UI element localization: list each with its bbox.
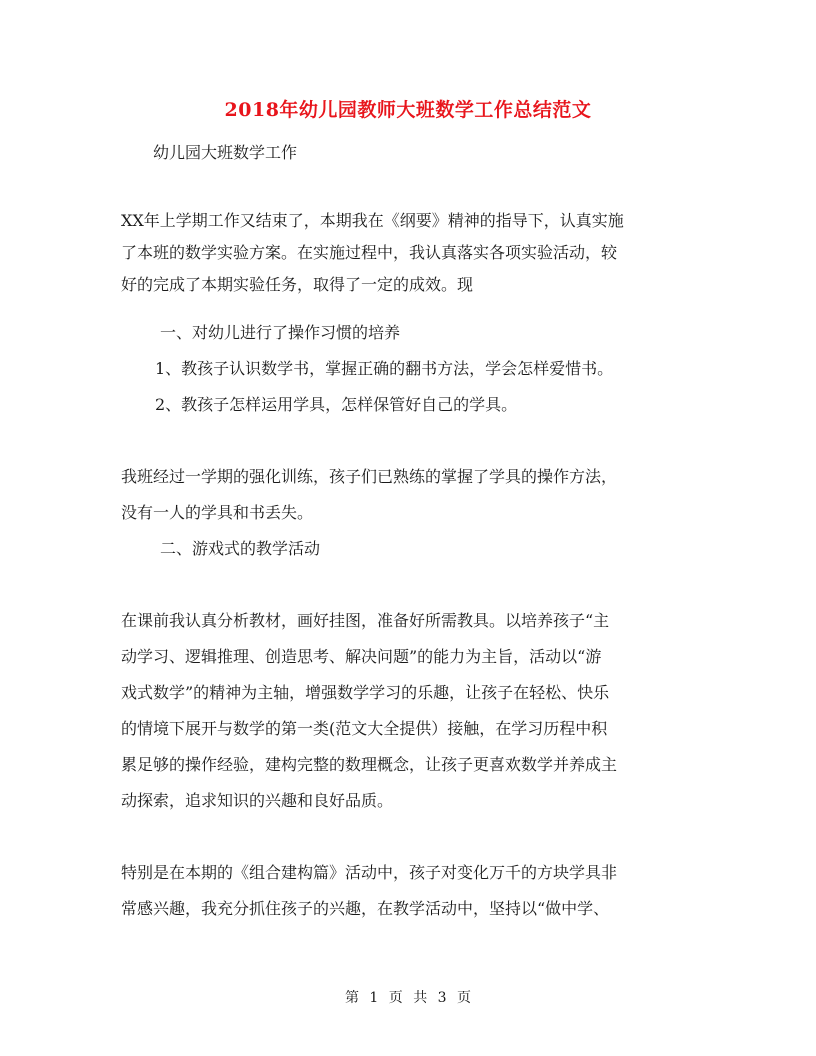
document-title: 2018年幼儿园教师大班数学工作总结范文 [224,99,592,121]
paragraph-3-line-1: 在课前我认真分析教材，画好挂图，准备好所需教具。以培养孩子“主 [121,611,610,630]
page-footer [0,988,816,1008]
paragraph-2-line-1: 我班经过一学期的强化训练，孩子们已熟练的掌握了学具的操作方法， [121,467,618,486]
section-1-heading: 一、对幼儿进行了操作习惯的培养 [160,323,401,342]
paragraph-3-line-2: 动学习、逻辑推理、创造思考、解决问题”的能力为主旨，活动以“游 [121,647,602,666]
paragraph-4-line-1: 特别是在本期的《组合建构篇》活动中，孩子对变化万千的方块学具非 [121,863,618,882]
paragraph-4-line-2: 常感兴趣，我充分抓住孩子的兴趣，在教学活动中，坚持以“做中学、 [121,899,610,918]
list-item-1: 1、教孩子认识数学书，掌握正确的翻书方法，学会怎样爱惜书。 [155,359,614,378]
footer-total-prefix: 共 [413,990,428,1006]
footer-total-pages: 3 [437,990,447,1006]
footer-current-page: 1 [369,990,379,1006]
footer-mid: 页 [388,990,403,1006]
footer-prefix: 第 [344,990,359,1006]
footer-suffix: 页 [457,990,472,1006]
paragraph-1-line-2: 了本班的数学实验方案。在实施过程中，我认真落实各项实验活动，较 [121,243,618,262]
list-item-2: 2、教孩子怎样运用学具，怎样保管好自己的学具。 [155,395,518,414]
section-2-heading: 二、游戏式的教学活动 [160,539,321,558]
paragraph-3-line-6: 动探索，追求知识的兴趣和良好品质。 [121,791,394,810]
paragraph-3-line-5: 累足够的操作经验，建构完整的数理概念，让孩子更喜欢数学并养成主 [121,755,618,774]
paragraph-3-line-3: 戏式数学”的精神为主轴，增强数学学习的乐趣，让孩子在轻松、快乐 [121,683,610,702]
paragraph-2-line-2: 没有一人的学具和书丢失。 [121,503,314,522]
paragraph-1-line-3: 好的完成了本期实验任务，取得了一定的成效。现 [121,275,474,294]
document-subtitle: 幼儿园大班数学工作 [153,143,298,162]
paragraph-3-line-4: 的情境下展开与数学的第一类(范文大全提供）接触，在学习历程中积 [121,719,608,738]
paragraph-1-line-1: XX年上学期工作又结束了，本期我在《纲要》精神的指导下，认真实施 [121,211,624,230]
